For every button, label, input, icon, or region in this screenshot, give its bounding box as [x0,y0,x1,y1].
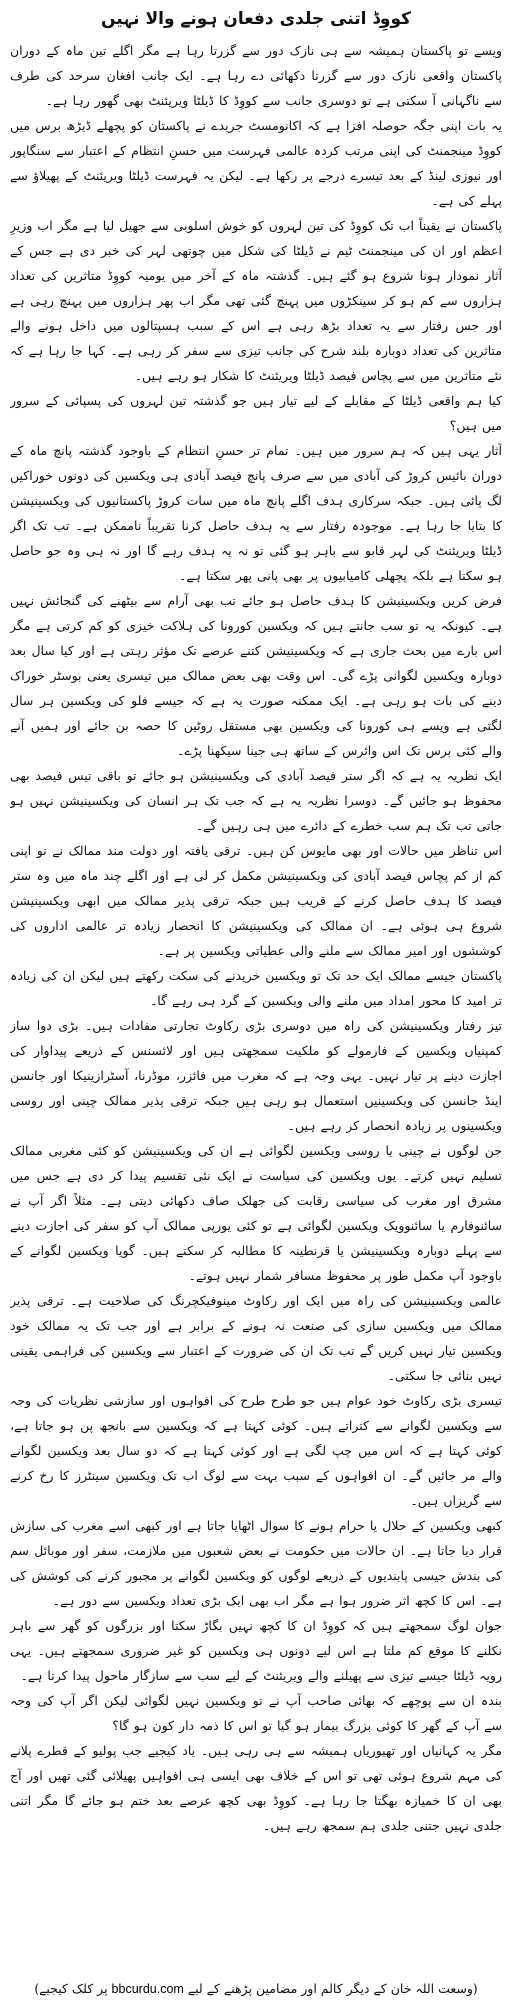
paragraph-4: کیا ہم واقعی ڈیلٹا کے مقابلے کے لیے تیار ہیں جو گذشتہ تین لہروں کی پسپائی کے سرور میں ہیں؟ [10,393,502,433]
paragraph-6: فرض کریں ویکسینیشن کا ہدف حاصل ہو جائے تب بھی آرام سے بیٹھنے کی گنجائش نہیں ہے۔ کیونکہ یہ تو سب جانتے ہیں کہ ویکسین کورونا کی ہلاکت خیزی کو کم کرتی ہے مگر اس بارے میں بحث جاری ہے کہ ویکسینیشن کتنے عرصے تک مؤثر رہتی ہے اور کیا سال بعد دوبارہ ویکسین لگوانی پڑے گی۔ اس وقت بھی بعض ممالک میں تیسری یعنی بوسٹر خوراک دینے کی بات ہو رہی ہے۔ ایک ممکنہ صورت یہ ہے کہ جیسے فلو کی ویکسین ہر سال لگتی ہے ویسے ہی کورونا کی ویکسین بھی مستقل روٹین کا حصہ بن جائے اور ہمیں آنے والے کئی برس تک اس وائرس کے ساتھ ہی جینا سیکھنا پڑے۔ [10,593,502,758]
paragraph-9: پاکستان جیسے ممالک ایک حد تک تو ویکسین خریدنے کی سکت رکھتے ہیں لیکن ان کی زیادہ تر امید کا محور امداد میں ملنے والی ویکسین کے گرد ہی رہے گا۔ [10,968,502,1008]
bbcurdu-link[interactable]: bbcurdu.com [111,1982,184,1996]
paragraph-15: جوان لوگ سمجھتے ہیں کہ کووِڈ ان کا کچھ نہیں بگاڑ سکتا اور بزرگوں کو گھر سے باہر نکلنے کا موقع کم ملتا ہے اس لیے دونوں ہی ویکسین کو غیر ضروری سمجھتے ہیں۔ یہی رویہ ڈیلٹا جیسے تیزی سے پھیلنے والے ویریئنٹ کے لیے سب سے سازگار ماحول پیدا کرتا ہے۔ [10,1618,502,1683]
paragraph-2: یہ بات اپنی جگہ حوصلہ افزا ہے کہ اکانومسٹ جریدے نے پاکستان کو پچھلے ڈیڑھ برس میں کووِڈ مینجمنٹ کی اپنی مرتب کردہ عالمی فہرست میں حسنِ انتظام کے اعتبار سے سنگاپور اور نیوزی لینڈ کے بعد تیسرے درجے پر رکھا ہے۔ لیکن یہ فہرست ڈیلٹا ویریئنٹ کے پھیلاؤ سے پہلے کی ہے۔ [10,118,502,208]
paragraph-16: بندہ ان سے پوچھے کہ بھائی صاحب آپ نے تو ویکسین نہیں لگوائی لیکن اگر آپ کی وجہ سے آپ کے گھر کا کوئی بزرگ بیمار ہو گیا تو اس کا ذمہ دار کون ہو گا؟ [10,1693,502,1733]
paragraph-7: ایک نظریہ یہ ہے کہ اگر ستر فیصد آبادی کی ویکسینیشن ہو جائے تو باقی تیس فیصد بھی محفوظ ہو جائیں گے۔ دوسرا نظریہ یہ ہے کہ جب تک ہر انسان کی ویکسینیشن نہیں ہو جاتی تب تک ہم سب خطرے کے دائرے میں ہی رہیں گے۔ [10,768,502,833]
paragraph-8: اس تناظر میں حالات اور بھی مایوس کن ہیں۔ ترقی یافتہ اور دولت مند ممالک نے تو اپنی کم از کم پچاس فیصد آبادی کی ویکسینیشن مکمل کر لی ہے اور اگلے چند ماہ میں وہ ستر فیصد کا ہدف حاصل کرنے کے قریب ہیں جبکہ ترقی پذیر ممالک میں ابھی ویکسینیشن شروع ہی ہوئی ہے۔ ان ممالک کی ویکسینیشن کا انحصار زیادہ تر عالمی اداروں کی کوششوں اور امیر ممالک سے ملنے والی عطیاتی ویکسین پر ہے۔ [10,843,502,958]
credit-prefix: (وسعت اللہ خان کے دیگر کالم اور مضامین پڑھنے کے لیے [187,1981,478,1996]
paragraph-17: مگر یہ کہانیاں اور تھیوریاں ہمیشہ سے ہی رہی ہیں۔ یاد کیجیے جب پولیو کے قطرے پلانے کی مہم شروع ہوئی تھی تو اس کے خلاف بھی ایسی ہی افواہیں پھیلائی گئی تھیں اور آج بھی ان کا خمیازہ بھگتا جا رہا ہے۔ کووِڈ بھی کچھ عرصے بعد ختم ہو جائے گا مگر اتنی جلدی نہیں جتنی جلدی ہم سمجھ رہے ہیں۔ [10,1743,502,1833]
paragraph-13: تیسری بڑی رکاوٹ خود عوام ہیں جو طرح طرح کی افواہوں اور سازشی نظریات کی وجہ سے ویکسین لگوانے سے کتراتے ہیں۔ کوئی کہتا ہے کہ ویکسین سے بانجھ پن ہو جاتا ہے، کوئی کہتا ہے کہ اس میں چپ لگی ہے اور کوئی کہتا ہے کہ دو سال بعد ویکسین لگوانے والے مر جائیں گے۔ ان افواہوں کے سبب بہت سے لوگ اب تک ویکسین سینٹرز کا رخ کرنے سے گریزاں ہیں۔ [10,1393,502,1508]
paragraph-10: تیز رفتار ویکسینیشن کی راہ میں دوسری بڑی رکاوٹ تجارتی مفادات ہیں۔ بڑی دوا ساز کمپنیاں ویکسین کے فارمولے کو ملکیت سمجھتی ہیں اور لائسنس کے ذریعے پیداوار کی اجازت دینے پر تیار نہیں۔ یہی وجہ ہے کہ مغرب میں فائزر، موڈرنا، آسٹرازینیکا اور جانسن اینڈ جانسن کی ویکسینیں استعمال ہو رہی ہیں جبکہ ترقی پذیر ممالک چینی اور روسی ویکسینوں پر زیادہ انحصار کر رہے ہیں۔ [10,1018,502,1133]
column-title: کووِڈ اتنی جلدی دفعان ہونے والا نہیں [100,9,412,29]
credit-suffix: پر کلک کیجیے) [34,1981,108,1996]
paragraph-5: آثار یہی ہیں کہ ہم سرور میں ہیں۔ تمام تر حسنِ انتظام کے باوجود گذشتہ پانچ ماہ کے دوران بائیس کروڑ کی آبادی میں سے صرف پانچ فیصد آبادی ہی ویکسین کی دونوں خوراکیں لگ پائی ہیں۔ جبکہ سرکاری ہدف اگلے پانچ ماہ میں سات کروڑ پاکستانیوں کی ویکسینیشن کا بتایا جا رہا ہے۔ موجودہ رفتار سے یہ ہدف حاصل کرنا تقریباً ناممکن ہے۔ تب تک اگر ڈیلٹا ویریئنٹ کی لہر قابو سے باہر ہو گئی تو نہ یہ ہدف رہے گا اور نہ ہی وہ جو حاصل ہو سکتا ہے بلکہ پچھلی کامیابیوں پر بھی پانی پھر سکتا ہے۔ [10,443,502,583]
paragraph-12: عالمی ویکسینیشن کی راہ میں ایک اور رکاوٹ مینوفیکچرنگ کی صلاحیت ہے۔ ترقی پذیر ممالک میں ویکسین سازی کی صنعت نہ ہونے کے برابر ہے اور جب تک یہ ممالک خود ویکسین تیار نہیں کریں گے تب تک ان کی ضرورت کے اعتبار سے ویکسین کی فراہمی یقینی نہیں بنائی جا سکتی۔ [10,1293,502,1383]
paragraph-1: ویسے تو پاکستان ہمیشہ سے ہی نازک دور سے گزرتا رہا ہے مگر اگلے تین ماہ کے دوران پاکستان واقعی نازک دور سے گزرتا دکھائی دے رہا ہے۔ ایک جانب افغان سرحد کی طرف سے ناگہانی آ سکتی ہے تو دوسری جانب سے کووِڈ کا ڈیلٹا ویریئنٹ بھی گھور رہا ہے۔ [10,43,502,108]
author-credit [10,1978,502,2000]
column-body [10,38,502,1974]
paragraph-11: جن لوگوں نے چینی یا روسی ویکسین لگوائی ہے ان کی ویکسینیشن کو کئی مغربی ممالک تسلیم نہیں کرتے۔ یوں ویکسین کی سیاست نے ایک نئی تقسیم پیدا کر دی ہے جس میں مشرق اور مغرب کی سیاسی رقابت کی جھلک صاف دکھائی دیتی ہے۔ مثلاً اگر آپ نے سائنوفارم یا سائنوویک ویکسین لگوائی ہے تو کئی یورپی ممالک آپ کو سفر کی اجازت دینے سے پہلے دوبارہ ویکسینیشن یا قرنطینہ کا مطالبہ کر سکتے ہیں۔ گویا ویکسین لگوانے کے باوجود آپ مکمل طور پر محفوظ مسافر شمار نہیں ہوتے۔ [10,1143,502,1283]
paragraph-3: پاکستان نے یقیناً اب تک کووِڈ کی تین لہروں کو خوش اسلوبی سے جھیل لیا ہے مگر اب وزیرِ اعظم اور ان کی مینجمنٹ ٹیم نے ڈیلٹا کی شکل میں چوتھی لہر کی خبر دی ہے جس کے آثار نمودار ہونا شروع ہو گئے ہیں۔ گذشتہ ماہ کے آخر میں یومیہ کووِڈ متاثرین کی تعداد ہزاروں سے کم ہو کر سینکڑوں میں پہنچ گئی تھی مگر اب پھر ہزاروں میں پہنچ رہی ہے اور جس رفتار سے یہ تعداد بڑھ رہی ہے اس کے سبب ہسپتالوں میں داخل ہونے والے متاثرین کی تعداد دوبارہ بلند شرح کی جانب تیزی سے سفر کر رہی ہے۔ کہا جا رہا ہے کہ نئے متاثرین میں سے پچاس فیصد ڈیلٹا ویریئنٹ کا شکار ہو رہے ہیں۔ [10,218,502,383]
paragraph-14: کبھی ویکسین کے حلال یا حرام ہونے کا سوال اٹھایا جاتا ہے اور کبھی اسے مغرب کی سازش قرار دیا جاتا ہے۔ ان حالات میں حکومت نے بعض شعبوں میں ملازمت، سفر اور موبائل سم کی بندش جیسی پابندیوں کے ذریعے لوگوں کو ویکسین لگوانے پر مجبور کرنے کی کوشش کی ہے۔ اس کا کچھ اثر ضرور ہوا ہے مگر اب بھی ایک بڑی تعداد ویکسین سے دور ہے۔ [10,1518,502,1608]
